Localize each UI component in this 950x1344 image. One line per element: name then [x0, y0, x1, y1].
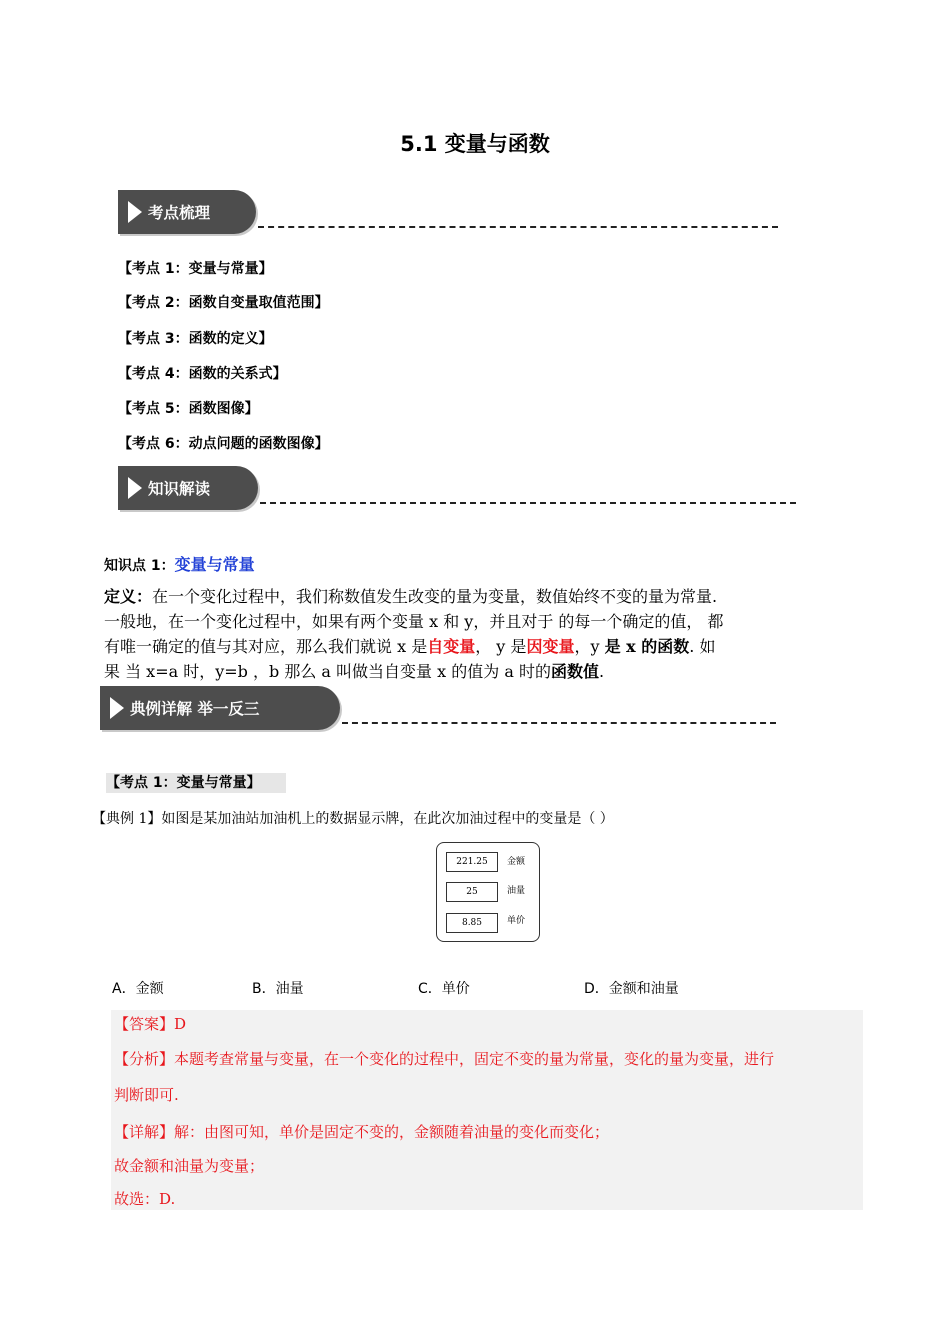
- option-b: B．油量: [252, 981, 304, 997]
- fuel-pump-display: [436, 842, 540, 942]
- option-d: D．金额和油量: [584, 981, 679, 997]
- text-fragment: ， y 是: [475, 637, 527, 656]
- example-question: [92, 808, 614, 828]
- price-label: 单价: [507, 916, 526, 926]
- banner-tab: [118, 466, 258, 510]
- amount-label: 金额: [507, 857, 526, 867]
- price-value: 8.85: [446, 913, 498, 933]
- play-arrow-icon: [128, 477, 142, 499]
- definition-line-1: [104, 584, 856, 609]
- banner-tab: [100, 686, 340, 730]
- answer-line: 【答案】D: [114, 1015, 187, 1033]
- play-arrow-icon: [128, 201, 142, 223]
- kaodian-item-2: 【考点 2：函数自变量取值范围】: [118, 295, 329, 311]
- definition-line-4: [104, 659, 856, 684]
- option-c: C．单价: [418, 981, 470, 997]
- kaodian-item-6: 【考点 6：动点问题的函数图像】: [118, 436, 329, 452]
- text-fragment: ，y: [574, 637, 605, 656]
- detail-label: 【详解】: [114, 1123, 175, 1141]
- knowledge-label: 知识点 1：: [104, 558, 175, 574]
- text-fragment: .: [598, 662, 605, 681]
- dashed-divider: [342, 722, 776, 724]
- answer-block: [111, 1010, 863, 1210]
- term-independent-variable: 自变量: [427, 637, 476, 656]
- dashed-divider: [258, 226, 778, 228]
- banner-label: 考点梳理: [148, 204, 211, 222]
- detail-line-3: 故选：D.: [114, 1190, 176, 1208]
- term-function-value: 函数值: [550, 662, 599, 681]
- kaodian-item-5: 【考点 5：函数图像】: [118, 401, 259, 417]
- knowledge-title: 变量与常量: [174, 555, 255, 574]
- text-fragment: 果 当 x=a 时，y=b ，b 那么 a 叫做当自变量 x 的值为 a 时的: [104, 662, 551, 681]
- page-title: 5.1 变量与函数: [400, 132, 550, 156]
- text-fragment: 有唯一确定的值与其对应，那么我们就说 x 是: [104, 637, 428, 656]
- detail-text: 解：由图可知，单价是固定不变的，金额随着油量的变化而变化；: [174, 1123, 610, 1141]
- banner-label: 典例详解 举一反三: [130, 700, 260, 718]
- example-label: 【典例 1】: [92, 811, 162, 827]
- analysis-label: 【分析】: [114, 1050, 175, 1068]
- banner-label: 知识解读: [148, 480, 211, 498]
- kaodian-item-3: 【考点 3：函数的定义】: [118, 331, 273, 347]
- section-label: 【考点 1：变量与常量】: [106, 773, 286, 793]
- detail-line: [114, 1121, 609, 1142]
- knowledge-heading: [104, 552, 255, 575]
- banner-tab: [118, 190, 256, 234]
- analysis-text: 本题考查常量与变量，在一个变化的过程中，固定不变的量为常量，变化的量为变量，进行: [174, 1050, 775, 1068]
- definition-text: 在一个变化过程中，我们称数值发生改变的量为变量，数值始终不变的量为常量.: [152, 587, 718, 606]
- volume-value: 25: [446, 882, 498, 902]
- example-text: 如图是某加油站加油机上的数据显示牌，在此次加油过程中的变量是（ ）: [161, 811, 614, 827]
- section-banner-kaodian: [118, 190, 778, 234]
- term-dependent-variable: 因变量: [526, 637, 575, 656]
- analysis-line: [114, 1048, 774, 1069]
- detail-line-2: 故金额和油量为变量；: [114, 1157, 265, 1175]
- definition-line-2: 一般地，在一个变化过程中，如果有两个变量 x 和 y，并且对于 的每一个确定的值， 都: [104, 612, 724, 631]
- term-function: 是 x 的函数: [604, 637, 690, 656]
- kaodian-item-1: 【考点 1：变量与常量】: [118, 261, 273, 277]
- kaodian-item-4: 【考点 4：函数的关系式】: [118, 366, 287, 382]
- definition-line-3: [104, 634, 856, 659]
- volume-label: 油量: [507, 886, 526, 896]
- analysis-continued: 判断即可.: [114, 1086, 179, 1104]
- section-banner-dianli: [100, 686, 776, 730]
- text-fragment: . 如: [689, 637, 716, 656]
- play-arrow-icon: [110, 697, 124, 719]
- amount-value: 221.25: [446, 852, 498, 872]
- dashed-divider: [260, 502, 796, 504]
- option-a: A．金额: [112, 981, 164, 997]
- section-banner-zhishi: [118, 466, 796, 510]
- definition-label: 定义：: [104, 587, 153, 606]
